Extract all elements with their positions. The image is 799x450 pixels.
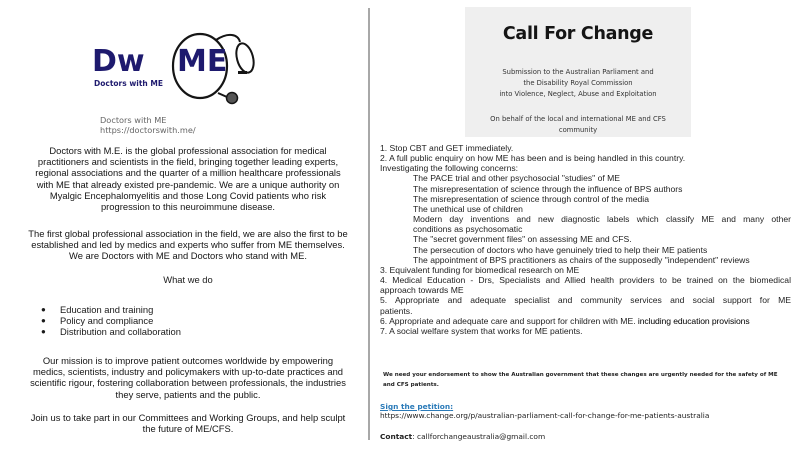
concern-item: conditions as psychosomatic <box>413 224 523 235</box>
banner-behalf <box>465 114 691 136</box>
banner-subtitle <box>465 67 691 100</box>
panel-divider <box>368 8 370 440</box>
demand-6 <box>380 316 791 326</box>
banner-title: Call For Change <box>502 24 654 44</box>
concern-item: The appointment of BPS practitioners as chairs of the supposedly "independent" reviews <box>413 254 750 265</box>
concern-item: The misrepresentation of science through the influence of BPS authors <box>413 183 683 194</box>
join-paragraph: Join us to take part in our Committees and Working Groups, and help sculpt the future of ME/CFS. <box>30 412 346 435</box>
list-item <box>40 326 181 337</box>
mission-paragraph: Our mission is to improve patient outcomes worldwide by empowering medics, scientists, industry and policymakers with up-to-date practices and scientific rigour, fostering collaboration between professionals, the industries they serve, patients and the public. <box>30 355 346 400</box>
bullet-icon: ● <box>41 316 46 325</box>
petition-url-link[interactable]: https://www.change.org/p/australian-parliament-call-for-change-for-me-patients-australia <box>380 411 710 420</box>
dwme-logo <box>88 28 268 108</box>
list-item <box>40 304 181 315</box>
first-association-paragraph: The first global professional association in the field, we are also the first to be established and led by medics and experts who suffer from ME themselves. We are Doctors with ME and Doctors who stand with ME. <box>28 228 348 262</box>
petition-label[interactable]: Sign the petition <box>380 402 451 411</box>
list-item-label: Policy and compliance <box>60 315 154 326</box>
demand-1: 1. Stop CBT and GET immediately. <box>380 143 514 153</box>
what-we-do-heading: What we do <box>163 274 213 285</box>
list-item <box>40 315 181 326</box>
demands-list <box>380 143 791 336</box>
endorsement-text: We need your endorsement to show the Australian government that these changes are urgently needed for the safety of ME and CFS patients. <box>383 372 778 388</box>
demand-3: 3. Equivalent funding for biomedical research on ME <box>380 264 580 275</box>
demand-2: 2. A full public enquiry on how ME has been and is being handled in this country. <box>380 153 686 164</box>
contact-line <box>380 432 545 441</box>
list-item-label: Education and training <box>60 304 154 315</box>
what-we-do-list <box>40 304 181 337</box>
doctors-with-me-panel <box>0 0 368 450</box>
concern-item: The unethical use of children <box>413 203 523 214</box>
concern-item: Modern day inventions and new diagnostic labels which classify ME and many other <box>413 214 791 225</box>
org-url-link[interactable]: https://doctorswith.me/ <box>100 125 196 135</box>
concern-item: The misrepresentation of science through control of the media <box>413 193 649 204</box>
demand-5-cont: patients. <box>380 305 413 316</box>
demand-5: 5. Appropriate and adequate specialist and community services and social support for ME <box>380 295 791 306</box>
concern-item: The "secret government files" on assessing ME and CFS. <box>413 234 632 245</box>
sign-petition-link[interactable] <box>380 402 453 411</box>
demand-4-cont: approach towards ME <box>380 285 464 296</box>
logo-tagline: Doctors with ME <box>94 79 163 88</box>
subtitle-line: Submission to the Australian Parliament and <box>502 68 654 76</box>
logo-me-text: ME <box>177 44 228 79</box>
org-name: Doctors with ME <box>100 115 167 125</box>
demand-4: 4. Medical Education - Drs, Specialists and Allied health providers to be trained on the biomedical <box>380 275 791 286</box>
petition-colon: : <box>450 402 454 411</box>
behalf-line: community <box>558 126 598 134</box>
list-item-label: Distribution and collaboration <box>60 326 181 337</box>
behalf-line: On behalf of the local and international ME and CFS <box>490 115 666 123</box>
contact-label: Contact <box>380 432 413 441</box>
investigating-label: Investigating the following concerns: <box>380 163 519 174</box>
logo-dw-text: Dw <box>92 44 145 79</box>
concern-item: The PACE trial and other psychosocial "studies" of ME <box>413 173 621 184</box>
subtitle-line: the Disability Royal Commission <box>523 79 633 87</box>
call-for-change-banner <box>465 7 691 137</box>
concern-item: The persecution of doctors who have genuinely tried to help their ME patients <box>413 244 708 255</box>
demand-7: 7. A social welfare system that works for ME patients. <box>380 325 583 336</box>
subtitle-line: into Violence, Neglect, Abuse and Exploitation <box>499 90 657 98</box>
demand-6-text: 6. Appropriate and adequate care and support for children with ME. <box>380 315 636 326</box>
stethoscope-logo-icon <box>88 28 268 108</box>
intro-paragraph: Doctors with M.E. is the global professional association for medical practitioners and scientists in the field, bringing together leading experts, regional associations and the quarter of a million healthcare professionals with ME that already existed pre-pandemic. We are a unique authority on Myalgic Encephalomyelitis and those Long Covid patients who risk progression to this neuroimmune disease. <box>35 145 341 213</box>
bullet-icon: ● <box>41 327 46 336</box>
demand-6-emphasis: including education provisions <box>635 315 750 326</box>
bullet-icon: ● <box>41 305 46 314</box>
contact-email[interactable]: : callforchangeaustralia@gmail.com <box>412 432 546 441</box>
